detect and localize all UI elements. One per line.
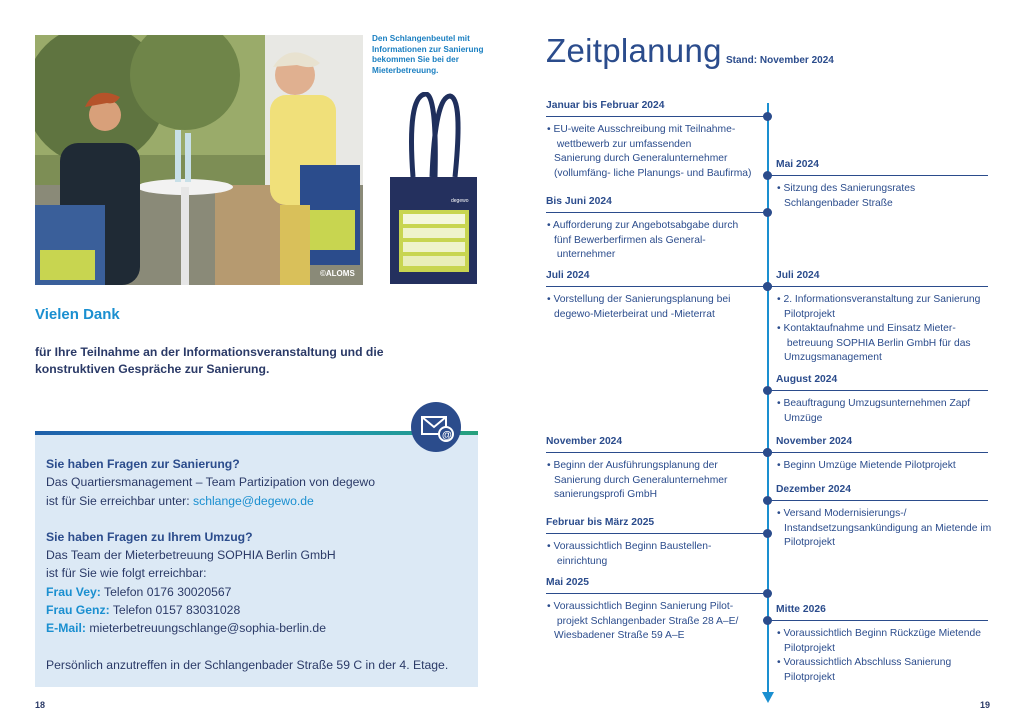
timeline-left-date: Februar bis März 2025: [546, 517, 655, 528]
timeline-right-rule: [768, 390, 988, 391]
timeline-item: • Voraussichtlich Beginn Sanierung Pilot- projekt Schlangenbader Straße 28 A–E/ Wiesbadener Straße 59 A–E: [547, 601, 739, 642]
timeline-left-items: [547, 219, 752, 263]
timeline-right-date: November 2024: [776, 436, 853, 447]
timeline-item: • Sitzung des Sanierungsrates Schlangenbader Straße: [777, 183, 916, 209]
timeline-item: • 2. Informationsveranstaltung zur Sanierung Pilotprojekt: [777, 294, 981, 320]
timeline-left-items: [547, 600, 752, 644]
page-title: Zeitplanung: [546, 32, 722, 69]
phone-vey: Telefon 0176 30020567: [100, 584, 232, 599]
timeline-right-date: Dezember 2024: [776, 484, 851, 495]
timeline-right-items: [777, 182, 992, 211]
timeline-item: • Beauftragung Umzugsunternehmen Zapf Umzüge: [777, 398, 971, 424]
timeline-right-date: August 2024: [776, 374, 838, 385]
timeline-left-date: Juli 2024: [546, 270, 590, 281]
contact-info: [46, 455, 476, 674]
timeline-dot: [763, 386, 772, 395]
status-date: Stand: November 2024: [726, 55, 834, 66]
timeline-item: • Aufforderung zur Angebotsabgabe durch fünf Bewerberfirmen als General- unternehmer: [547, 220, 739, 261]
photo-credit: ©ALOMS: [320, 269, 355, 278]
timeline-dot: [763, 208, 772, 217]
timeline-right-items: [777, 293, 992, 366]
timeline-left-items: [547, 123, 752, 181]
contact-label: Frau Vey:: [46, 584, 101, 599]
timeline-item: • Beginn Umzüge Mietende Pilotprojekt: [777, 460, 956, 471]
contact-vey: [46, 583, 476, 601]
timeline-dot: [763, 529, 772, 538]
timeline-right-items: [777, 627, 992, 685]
timeline-dot: [763, 589, 772, 598]
timeline-item: • Vorstellung der Sanierungsplanung bei degewo-Mieterbeirat und -Mieterrat: [547, 294, 731, 320]
contact-line: Das Quartiersmanagement – Team Partizipation von degewo: [46, 475, 376, 490]
timeline-left-date: Mai 2025: [546, 577, 589, 588]
email-link-degewo[interactable]: schlange@degewo.de: [193, 493, 314, 508]
timeline-left-rule: [546, 212, 768, 213]
timeline-right-date: Juli 2024: [776, 270, 820, 281]
timeline-arrow-icon: [762, 692, 774, 703]
contact-line: Das Team der Mieterbetreuung SOPHIA Berlin GmbH: [46, 548, 336, 563]
timeline-right-rule: [768, 286, 988, 287]
page-number-left: 18: [35, 700, 46, 710]
contact-line: ist für Sie wie folgt erreichbar:: [46, 566, 207, 581]
contact-personal: Persönlich anzutreffen in der Schlangenbader Straße 59 C in der 4. Etage.: [46, 657, 449, 672]
timeline-right-rule: [768, 620, 988, 621]
timeline-right-items: [777, 397, 992, 426]
timeline-left-date: November 2024: [546, 436, 623, 447]
timeline-left-rule: [546, 452, 768, 453]
timeline-item: • Voraussichtlich Beginn Rückzüge Mietende Pilotprojekt: [777, 628, 981, 654]
email-link-sophia[interactable]: mieterbetreuungschlange@sophia-berlin.de: [85, 621, 326, 636]
thanks-title: Vielen Dank: [35, 306, 120, 323]
timeline-right-rule: [768, 175, 988, 176]
timeline-dot: [763, 112, 772, 121]
contact-line: [46, 492, 476, 510]
timeline-dot: [763, 171, 772, 180]
timeline-left-items: [547, 459, 752, 503]
timeline-left-rule: [546, 286, 768, 287]
phone-genz: Telefon 0157 83031028: [109, 603, 241, 618]
timeline-right-rule: [768, 452, 988, 453]
question-renovation: Sie haben Fragen zur Sanierung?: [46, 457, 240, 471]
timeline-dot: [763, 496, 772, 505]
svg-text:@: @: [442, 430, 452, 441]
event-photo: [35, 35, 363, 285]
timeline-right-items: [777, 507, 992, 551]
timeline-right-items: [777, 459, 992, 474]
contact-label: Frau Genz:: [46, 603, 110, 618]
timeline-item: • Kontaktaufnahme und Einsatz Mieter- betreuung SOPHIA Berlin GmbH für das Umzugsmanagement: [777, 323, 971, 364]
timeline-item: • Voraussichtlich Abschluss Sanierung Pilotprojekt: [777, 657, 952, 683]
contact-email: [46, 619, 476, 637]
timeline-item: • Beginn der Ausführungsplanung der Sanierung durch Generalunternehmer sanierungsprofi GmbH: [547, 460, 728, 501]
timeline-item: • Voraussichtlich Beginn Baustellen- einrichtung: [547, 541, 712, 567]
thanks-text: für Ihre Teilnahme an der Informationsveranstaltung und die konstruktiven Gespräche zur Sanierung.: [35, 345, 384, 376]
timeline-left-date: Bis Juni 2024: [546, 196, 612, 207]
timeline-item: • Versand Modernisierungs-/ Instandsetzungsankündigung an Mietende im Pilotprojekt: [777, 508, 992, 549]
timeline-item: • EU-weite Ausschreibung mit Teilnahme- wettbewerb zur umfassenden Sanierung durch Generalunternehmer (vollumfäng- liche Planungs- und Baufirma): [547, 124, 752, 179]
timeline-dot: [763, 448, 772, 457]
mail-icon: [411, 402, 461, 452]
timeline-left-rule: [546, 116, 768, 117]
contact-line-prefix: ist für Sie erreichbar unter:: [46, 493, 193, 508]
timeline-left-items: [547, 293, 752, 322]
timeline-right-date: Mitte 2026: [776, 604, 826, 615]
timeline-left-date: Januar bis Februar 2024: [546, 100, 665, 111]
question-move: Sie haben Fragen zu Ihrem Umzug?: [46, 529, 253, 544]
timeline-left-items: [547, 540, 752, 569]
timeline-right-date: Mai 2024: [776, 159, 819, 170]
timeline-dot: [763, 616, 772, 625]
timeline-dot: [763, 282, 772, 291]
timeline-axis: [767, 103, 769, 696]
bag-caption: Den Schlangenbeutel mit Informationen zur Sanierung bekommen Sie bei der Mieterbetreuung.: [372, 34, 484, 75]
timeline-left-rule: [546, 533, 768, 534]
contact-label: E-Mail:: [46, 621, 86, 636]
timeline-right-rule: [768, 500, 988, 501]
page-number-right: 19: [980, 700, 991, 710]
svg-text:degewo: degewo: [451, 198, 469, 204]
contact-genz: [46, 601, 476, 619]
timeline-left-rule: [546, 593, 768, 594]
tote-bag-image: [385, 92, 480, 284]
